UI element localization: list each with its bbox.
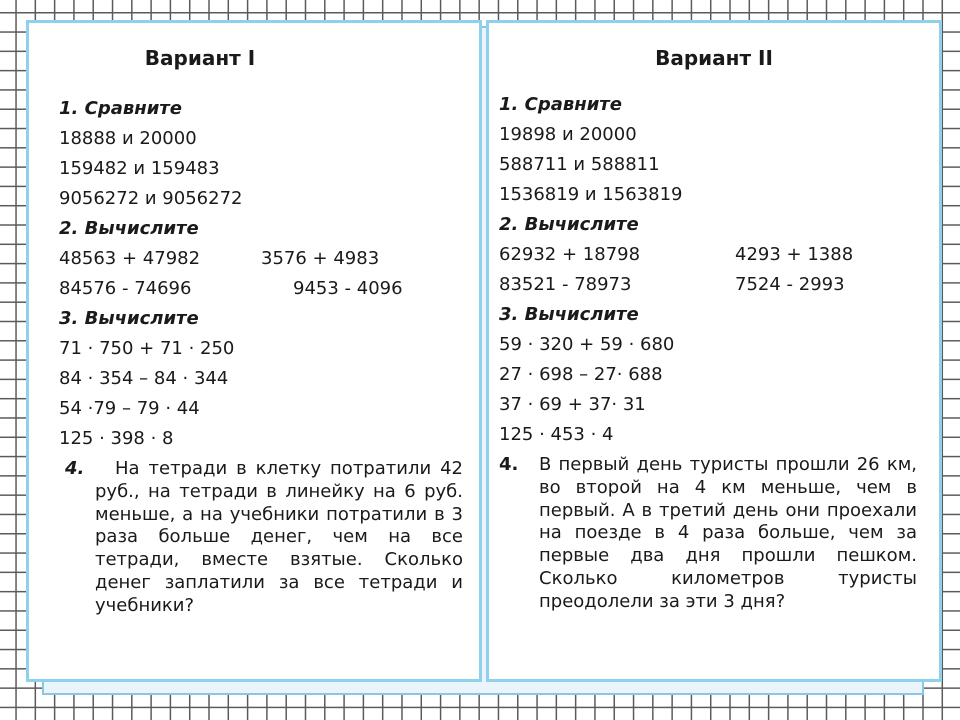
v2-expr-3: 37 · 69 + 37· 31 — [499, 394, 646, 415]
v1-expr-3: 54 ·79 – 79 · 44 — [59, 398, 200, 419]
v2-calc-b2: 7524 - 2993 — [735, 274, 845, 295]
v1-task-4 — [65, 458, 463, 618]
v1-calc-b2: 9453 - 4096 — [293, 278, 403, 299]
v2-compare-2: 588711 и 588811 — [499, 154, 660, 175]
v2-expr-4: 125 · 453 · 4 — [499, 424, 614, 445]
v2-section-2-heading: 2. Вычислите — [499, 214, 639, 235]
v2-section-3-heading: 3. Вычислите — [499, 304, 639, 325]
v2-calc-a1: 62932 + 18798 — [499, 244, 641, 265]
v2-section-1-heading: 1. Сравните — [499, 94, 622, 115]
v2-expr-2: 27 · 698 – 27· 688 — [499, 364, 663, 385]
v2-calc-b1: 4293 + 1388 — [735, 244, 854, 265]
v1-section-3-heading: 3. Вычислите — [59, 308, 199, 329]
variant-2-card — [486, 20, 942, 682]
variant-1-title: Вариант I — [144, 46, 256, 70]
v1-compare-1: 18888 и 20000 — [59, 128, 197, 149]
v2-compare-3: 1536819 и 1563819 — [499, 184, 683, 205]
v2-task-4-number: 4. — [499, 454, 519, 475]
v1-section-1-heading: 1. Сравните — [59, 98, 182, 119]
v2-calc-a2: 83521 - 78973 — [499, 274, 632, 295]
v1-compare-3: 9056272 и 9056272 — [59, 188, 243, 209]
v1-expr-4: 125 · 398 · 8 — [59, 428, 174, 449]
v1-expr-2: 84 · 354 – 84 · 344 — [59, 368, 229, 389]
v1-calc-b1: 3576 + 4983 — [261, 248, 380, 269]
v2-task-4-text: В первый день туристы прошли 26 км, во второй на 4 км меньше, чем в первый. А в третий день они проехали на поезде в 4 раза больше, чем за первые два дня прошли пешком. Сколько километров туристы преодолели за эти 3 дня? — [539, 454, 917, 612]
v1-task-4-text: На тетради в клетку потратили 42 руб., на тетради в линейку на 6 руб. меньше, а на учебники потратили в 3 раза больше денег, чем на все тетради, вместе взятые. Сколько денег заплатили за все тетради и учебники? — [95, 458, 463, 616]
v2-task-4 — [499, 454, 917, 614]
v1-calc-a1: 48563 + 47982 — [59, 248, 201, 269]
variant-1-card — [26, 20, 482, 682]
v2-expr-1: 59 · 320 + 59 · 680 — [499, 334, 675, 355]
v1-expr-1: 71 · 750 + 71 · 250 — [59, 338, 235, 359]
variant-2-title: Вариант II — [655, 46, 773, 70]
v2-compare-1: 19898 и 20000 — [499, 124, 637, 145]
v1-task-4-number: 4. — [65, 458, 85, 479]
v1-section-2-heading: 2. Вычислите — [59, 218, 199, 239]
v1-compare-2: 159482 и 159483 — [59, 158, 220, 179]
v1-calc-a2: 84576 - 74696 — [59, 278, 192, 299]
